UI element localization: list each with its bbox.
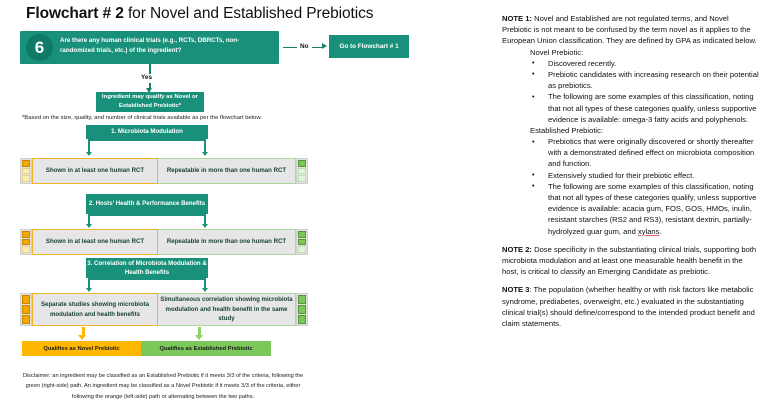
criteria-2-left-cell: Shown in at least one human RCT: [32, 229, 157, 255]
progress-chip-empty: [298, 175, 306, 182]
novel-bullet-2: [502, 69, 760, 91]
criteria-1-left-cell: Shown in at least one human RCT: [32, 158, 157, 184]
note-2: [502, 244, 760, 278]
progress-chip-filled: [298, 239, 306, 246]
step-number-badge: 6: [26, 34, 53, 61]
progress-chip-empty: [22, 168, 30, 175]
note-1-label: NOTE 1:: [502, 14, 532, 23]
note-3-label: NOTE 3: [502, 285, 530, 295]
established-bullet-1: [502, 136, 760, 170]
established-bullet-3-prefix: The following are some examples of this classification, noting that not all types of these categories qualify, unless supportive evidence is available: acacia gum, FOS, GOS, HMOs, inulin, resistant starches (RS2 and RS3), resistant dextrin, partially-hydrolyzed guar gum, and: [548, 181, 757, 236]
notes-spacer-2: [502, 277, 760, 284]
criteria-2-right-cell: Repeatable in more than one human RCT: [158, 229, 296, 255]
established-bullet-3: [502, 181, 760, 237]
novel-prebiotic-heading: Novel Prebiotic:: [530, 47, 584, 57]
note-2-body: Dose specificity in the substantiating clinical trials, supporting both microbiota modulation and at least one measurable health benefit in the host, is critical to classify an Emerging Candidate as prebiotic.: [502, 244, 757, 277]
progress-chip-empty: [298, 168, 306, 175]
progress-chip-filled: [22, 305, 30, 314]
progress-chip-filled: [22, 239, 30, 246]
criteria-2-header: 2. Hosts' Health & Performance Benefits: [86, 194, 208, 214]
question-6-text: Are there any human clinical trials (e.g., RCTs, DBRCTs, non-randomized trials, etc.) of the ingredient?: [60, 37, 240, 55]
progress-chip-filled: [298, 160, 306, 167]
established-prebiotic-heading: Established Prebiotic:: [530, 125, 604, 135]
established-bullet-2: [502, 170, 760, 181]
bullet-icon: •: [532, 69, 535, 79]
criteria-2-row: [20, 229, 308, 255]
established-bullet-3-suffix: .: [659, 226, 662, 236]
criteria-3-left-cell: Separate studies showing microbiota modulation and health benefits: [32, 293, 157, 326]
criteria-1-right-progress: [296, 158, 308, 184]
footnote-based-on: *Based on the size, quality, and number of clinical trials available as per the flowchart below.: [22, 115, 262, 121]
note-1-body: Novel and Established are not regulated terms, and Novel Prebiotic is not meant to be confused by the term novel as it applies to the European Union classification. They are defined by GPA as indicated below.: [502, 14, 757, 46]
bullet-icon: •: [532, 91, 535, 101]
may-qualify-box: Ingredient may qualify as Novel or Established Prebiotic*: [96, 92, 204, 112]
criteria-3-right-cell: Simultaneous correlation showing microbiota modulation and health benefit in the same study: [158, 293, 296, 326]
established-bullet-1-text: Prebiotics that were originally discovered or shortly thereafter with a demonstrated defined effect on microbiota composition and function.: [548, 137, 755, 169]
no-connector-left: [283, 47, 297, 48]
progress-chip-filled: [22, 231, 30, 238]
question-6-box: [20, 31, 279, 64]
novel-bullet-1-text: Discovered recently.: [548, 58, 617, 68]
progress-chip-filled: [298, 315, 306, 324]
progress-chip-filled: [298, 231, 306, 238]
novel-bullet-3: [502, 91, 760, 125]
yes-label: Yes: [141, 74, 153, 81]
note-3: [502, 284, 760, 329]
bullet-icon: •: [532, 181, 535, 191]
criteria-3-row: [20, 293, 308, 326]
criteria-1-header: 1. Microbiota Modulation: [86, 125, 208, 139]
notes-panel: [502, 13, 760, 329]
progress-chip-filled: [22, 315, 30, 324]
novel-bullet-1: [502, 58, 760, 69]
misspelled-word-xylans: xylans: [637, 226, 660, 236]
bullet-icon: •: [532, 170, 535, 180]
progress-chip-empty: [298, 246, 306, 253]
criteria-3-left-progress: [20, 293, 32, 326]
criteria-2-right-progress: [296, 229, 308, 255]
note-2-label: NOTE 2:: [502, 244, 532, 254]
result-established-prebiotic: Qualifies as Established Prebiotic: [141, 341, 271, 356]
progress-chip-filled: [22, 295, 30, 304]
progress-chip-filled: [298, 295, 306, 304]
progress-chip-filled: [22, 160, 30, 167]
note-1: [502, 13, 760, 47]
page-title-bold: Flowchart # 2: [26, 5, 124, 22]
novel-bullet-2-text: Prebiotic candidates with increasing research on their potential as prebiotics.: [548, 69, 759, 91]
criteria-1-left-progress: [20, 158, 32, 184]
result-novel-prebiotic: Qualifies as Novel Prebiotic: [22, 341, 141, 356]
no-label: No: [300, 43, 309, 50]
established-bullet-2-text: Extensively studied for their prebiotic effect.: [548, 170, 695, 180]
note-3-body: : The population (whether healthy or with risk factors like metabolic syndrome, prediabetes, overweight, etc.) evaluated in the substantiating clinical trial(s) should define/correspond to the intended product benefit and claim statements.: [502, 285, 755, 328]
notes-spacer: [502, 237, 760, 244]
criteria-3-header: 3. Correlation of Microbiota Modulation & Health Benefits: [87, 259, 207, 276]
criteria-3-right-progress: [296, 293, 308, 326]
established-bullet-3-text: [548, 182, 756, 236]
no-arrow-icon: [322, 43, 327, 49]
criteria-1-row: [20, 158, 308, 184]
progress-chip-empty: [22, 175, 30, 182]
criteria-1-right-cell: Repeatable in more than one human RCT: [158, 158, 296, 184]
go-to-flowchart-1-box[interactable]: Go to Flowchart # 1: [329, 35, 409, 58]
novel-bullet-3-text: The following are some examples of this classification, noting that not all types of these categories qualify, unless supportive evidence is available: omega-3 fatty acids and polyphenols.: [548, 92, 757, 124]
criteria-2-left-progress: [20, 229, 32, 255]
disclaimer-text: Disclaimer: an ingredient may be classified as an Established Prebiotic if it meets 3/3 of the criteria, following the green (right-side) path. An ingredient may be classified as a Novel Prebiotic if it meets 3/3 of the criteria, either following the orange (left-side) path or alternating between the two paths.: [22, 373, 304, 400]
page-title-rest: for Novel and Established Prebiotics: [123, 5, 374, 22]
progress-chip-filled: [298, 305, 306, 314]
bullet-icon: •: [532, 136, 535, 146]
bullet-icon: •: [532, 58, 535, 68]
progress-chip-empty: [22, 246, 30, 253]
yes-connector-top: [149, 64, 151, 74]
